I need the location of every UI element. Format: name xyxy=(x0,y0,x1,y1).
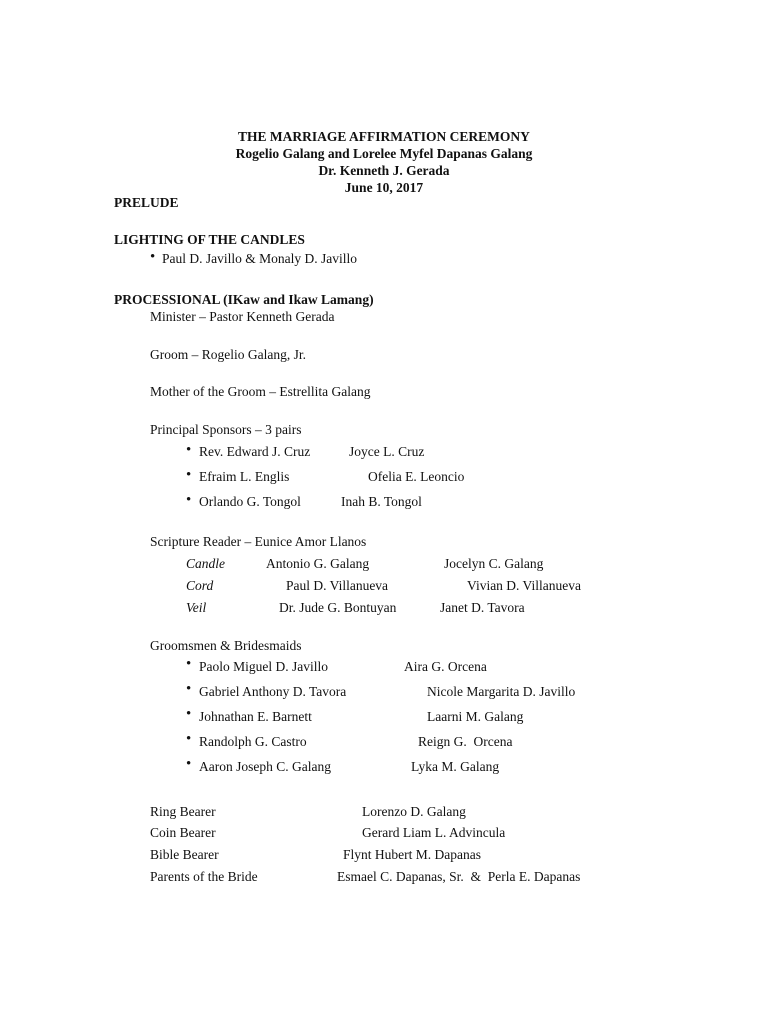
secondary-right: Janet D. Tavora xyxy=(440,600,525,615)
groomsman: Gabriel Anthony D. Tavora xyxy=(199,684,347,699)
groom-line: Groom – Rogelio Galang, Jr. xyxy=(150,347,306,362)
bridesmaid: Reign G. Orcena xyxy=(418,734,513,749)
ceremony-title: THE MARRIAGE AFFIRMATION CEREMONY xyxy=(238,129,530,144)
bullet-icon: • xyxy=(186,681,192,697)
bullet-icon: • xyxy=(186,731,192,747)
groomsman: Johnathan E. Barnett xyxy=(199,709,312,724)
bearer-name: Lorenzo D. Galang xyxy=(362,804,466,819)
bearer-role: Coin Bearer xyxy=(150,825,216,840)
couple-names: Rogelio Galang and Lorelee Myfel Dapanas Galang xyxy=(235,146,533,161)
bearer-name: Gerard Liam L. Advincula xyxy=(362,825,506,840)
scripture-reader-line: Scripture Reader – Eunice Amor Llanos xyxy=(150,534,367,549)
bearer-role: Parents of the Bride xyxy=(150,869,258,884)
groomsman: Randolph G. Castro xyxy=(199,734,307,749)
processional-heading: PROCESSIONAL (IKaw and Ikaw Lamang) xyxy=(114,292,374,307)
bearer-role: Bible Bearer xyxy=(150,847,219,862)
sponsor-left: Efraim L. Englis xyxy=(199,469,290,484)
secondary-left: Antonio G. Galang xyxy=(266,556,370,571)
bullet-icon: • xyxy=(186,706,192,722)
bearer-name: Esmael C. Dapanas, Sr. & Perla E. Dapanas xyxy=(337,869,581,884)
minister-line: Minister – Pastor Kenneth Gerada xyxy=(150,309,335,324)
bearer-role: Ring Bearer xyxy=(150,804,216,819)
candles-heading: LIGHTING OF THE CANDLES xyxy=(114,232,305,247)
bullet-icon: • xyxy=(186,467,192,483)
bridesmaid: Laarni M. Galang xyxy=(427,709,524,724)
bullet-icon: • xyxy=(186,492,192,508)
officiant-name: Dr. Kenneth J. Gerada xyxy=(318,163,450,178)
bullet-icon: • xyxy=(186,656,192,672)
secondary-left: Paul D. Villanueva xyxy=(286,578,389,593)
bullet-icon: • xyxy=(150,249,156,265)
bullet-icon: • xyxy=(186,442,192,458)
bridesmaid: Lyka M. Galang xyxy=(411,759,500,774)
bearer-name: Flynt Hubert M. Dapanas xyxy=(343,847,481,862)
secondary-right: Vivian D. Villanueva xyxy=(467,578,581,593)
groomsmen-label: Groomsmen & Bridesmaids xyxy=(150,638,302,653)
groomsman: Aaron Joseph C. Galang xyxy=(199,759,331,774)
sponsor-right: Ofelia E. Leoncio xyxy=(368,469,465,484)
sponsor-right: Inah B. Tongol xyxy=(341,494,422,509)
secondary-role: Cord xyxy=(186,578,214,593)
secondary-role: Candle xyxy=(186,556,225,571)
sponsor-left: Orlando G. Tongol xyxy=(199,494,301,509)
bridesmaid: Nicole Margarita D. Javillo xyxy=(427,684,576,699)
ceremony-date: June 10, 2017 xyxy=(344,180,424,195)
mother-groom-line: Mother of the Groom – Estrellita Galang xyxy=(150,384,371,399)
sponsor-right: Joyce L. Cruz xyxy=(349,444,425,459)
secondary-role: Veil xyxy=(186,600,207,615)
secondary-left: Dr. Jude G. Bontuyan xyxy=(279,600,397,615)
sponsors-label: Principal Sponsors – 3 pairs xyxy=(150,422,302,437)
groomsman: Paolo Miguel D. Javillo xyxy=(199,659,328,674)
sponsor-left: Rev. Edward J. Cruz xyxy=(199,444,311,459)
secondary-right: Jocelyn C. Galang xyxy=(444,556,544,571)
candles-item: Paul D. Javillo & Monaly D. Javillo xyxy=(162,251,357,266)
bullet-icon: • xyxy=(186,756,192,772)
bridesmaid: Aira G. Orcena xyxy=(404,659,487,674)
prelude-heading: PRELUDE xyxy=(114,195,179,210)
